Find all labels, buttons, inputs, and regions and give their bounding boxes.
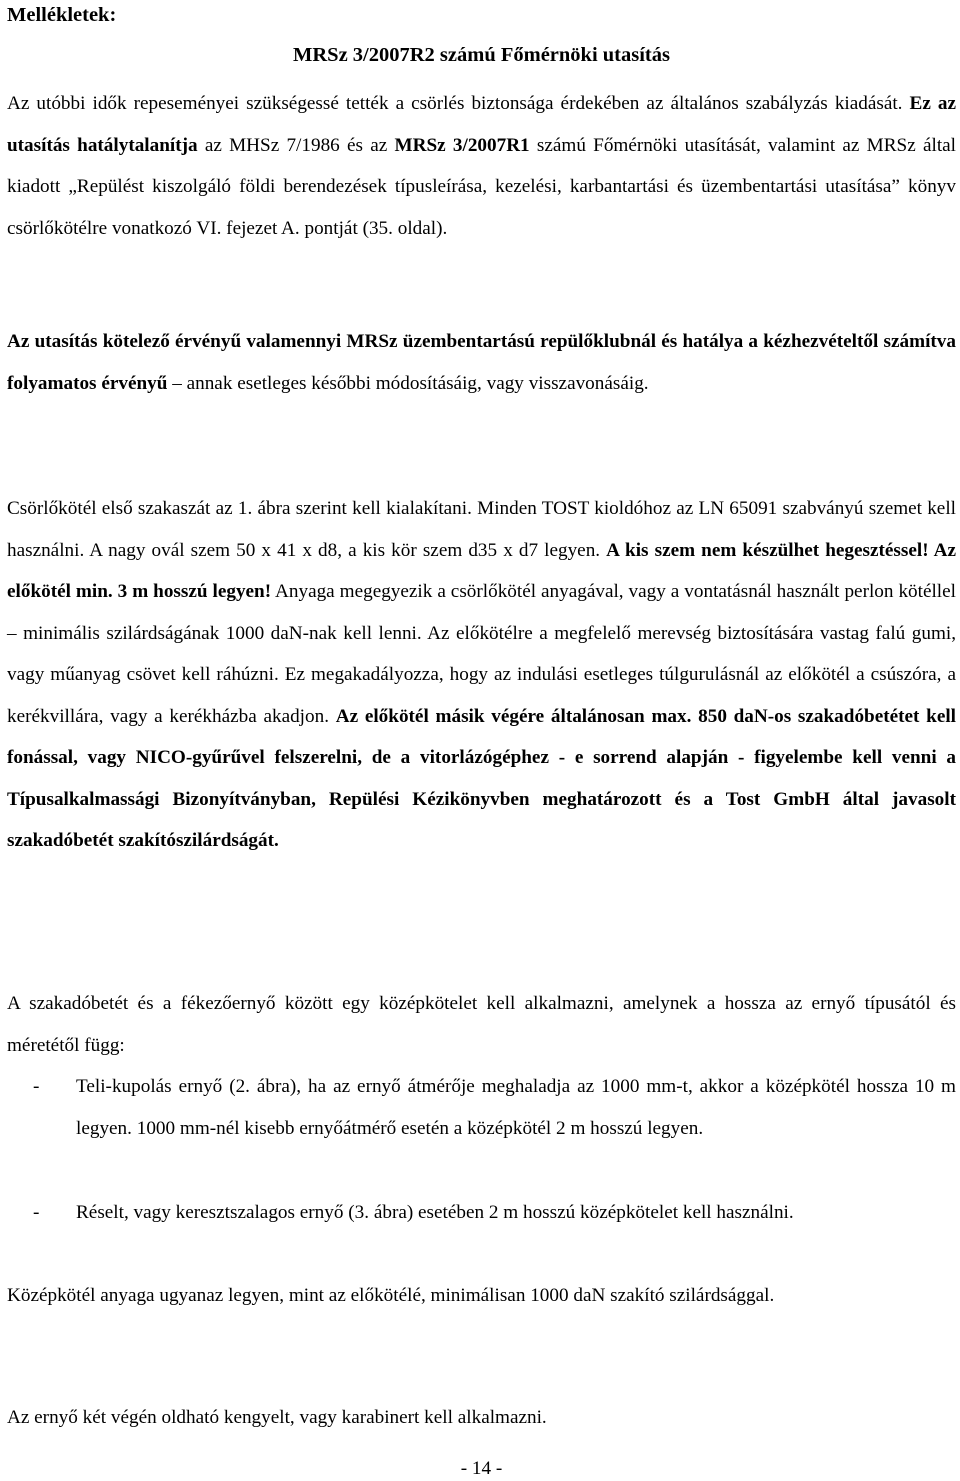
paragraph-text: Csörlőkötél első szakaszát az 1. ábra szerint kell kialakítani. Minden TOST kioldóhoz az LN 65091 szabványú szemet kell használni. A nagy ovál szem 50 x 41 x d8, a kis kör szem d35 x d7 legyen. xyxy=(7,498,956,561)
bold-text: Az előkötél másik végére általánosan max. 850 daN-os szakadóbetétet kell fonással, vagy NICO-gyűrűvel felszerelni, de a vitorlázógéphez - e sorrend alapján - figyelembe kell venni a Típusalkalmassági Bizonyítványban, Repülési Kézikönyvben meghatározott és a Tost GmbH által javasolt szakadóbetét szakítószilárdságát. xyxy=(7,705,956,851)
paragraph-intro xyxy=(7,83,956,249)
list-dash: - xyxy=(33,1076,40,1097)
bold-text: Ez az utasítás hatálytalanítja xyxy=(7,93,956,156)
paragraph-text: Anyaga megegyezik a csörlőkötél anyagával, vagy a vontatásnál használt perlon kötéllel – minimális szilárdságának 1000 daN-nak kell lenni. Az előkötélre a megfelelő merevség biztosítására vastag falú gumi, vagy műanyag csövet kell ráhúzni. Ez megakadályozza, hogy az indulási esetleges túlgurulásnál az előkötél a csúszóra, a kerékvillára, vagy a kerékházba akadjon. xyxy=(7,581,956,727)
paragraph-text: az MHSz 7/1986 és az xyxy=(197,134,395,156)
bold-text: MRSz 3/2007R1 xyxy=(394,134,530,156)
page-number: - 14 - xyxy=(460,1458,503,1479)
list-item-text: Réselt, vagy keresztszalagos ernyő (3. ábra) esetében 2 m hosszú középkötelet kell használni. xyxy=(76,1202,794,1223)
paragraph-text: – annak esetleges későbbi módosításáig, vagy visszavonásáig. xyxy=(167,372,649,394)
list-item xyxy=(7,1192,956,1234)
bold-text: Az utasítás kötelező érvényű valamennyi MRSz üzembentartású repülőklubnál és hatálya a kézhezvételtől számítva folyamatos érvényű xyxy=(7,331,956,394)
paragraph-rope-spec xyxy=(7,488,956,862)
paragraph-text: számú Főmérnöki utasítását, valamint az MRSz által kiadott „Repülést kiszolgáló földi berendezések típusleírása, kezelési, karbantartási és üzembentartási utasítása” könyv csörlőkötélre vonatkozó VI. fejezet A. pontját (35. oldal). xyxy=(7,134,956,239)
list-item-text: Teli-kupolás ernyő (2. ábra), ha az ernyő átmérője meghaladja az 1000 mm-t, akkor a középkötél hossza 10 m legyen. 1000 mm-nél kisebb ernyőátmérő esetén a középkötél 2 m hosszú legyen. xyxy=(76,1076,956,1139)
paragraph-shackle: Az ernyő két végén oldható kengyelt, vagy karabinert kell alkalmazni. xyxy=(7,1407,547,1428)
bold-text: A kis szem nem készülhet hegesztéssel! Az előkötél min. 3 m hosszú legyen! xyxy=(7,539,956,602)
list-item xyxy=(7,1066,956,1149)
paragraph-middle-rope: A szakadóbetét és a fékezőernyő között egy középkötelet kell alkalmazni, amelynek a hossza az ernyő típusától és méretétől függ: xyxy=(7,993,956,1056)
paragraph-text: Az utóbbi idők repeseményei szükségessé tették a csörlés biztonsága érdekében az általános szabályzás kiadását. xyxy=(7,93,910,114)
section-heading: Mellékletek: xyxy=(7,4,117,26)
paragraph-material: Középkötél anyaga ugyanaz legyen, mint az előkötélé, minimálisan 1000 daN szakító szilárdsággal. xyxy=(7,1285,775,1306)
document-title: MRSz 3/2007R2 számú Főmérnöki utasítás xyxy=(293,44,670,66)
list-dash: - xyxy=(33,1202,40,1223)
paragraph-validity xyxy=(7,321,956,404)
